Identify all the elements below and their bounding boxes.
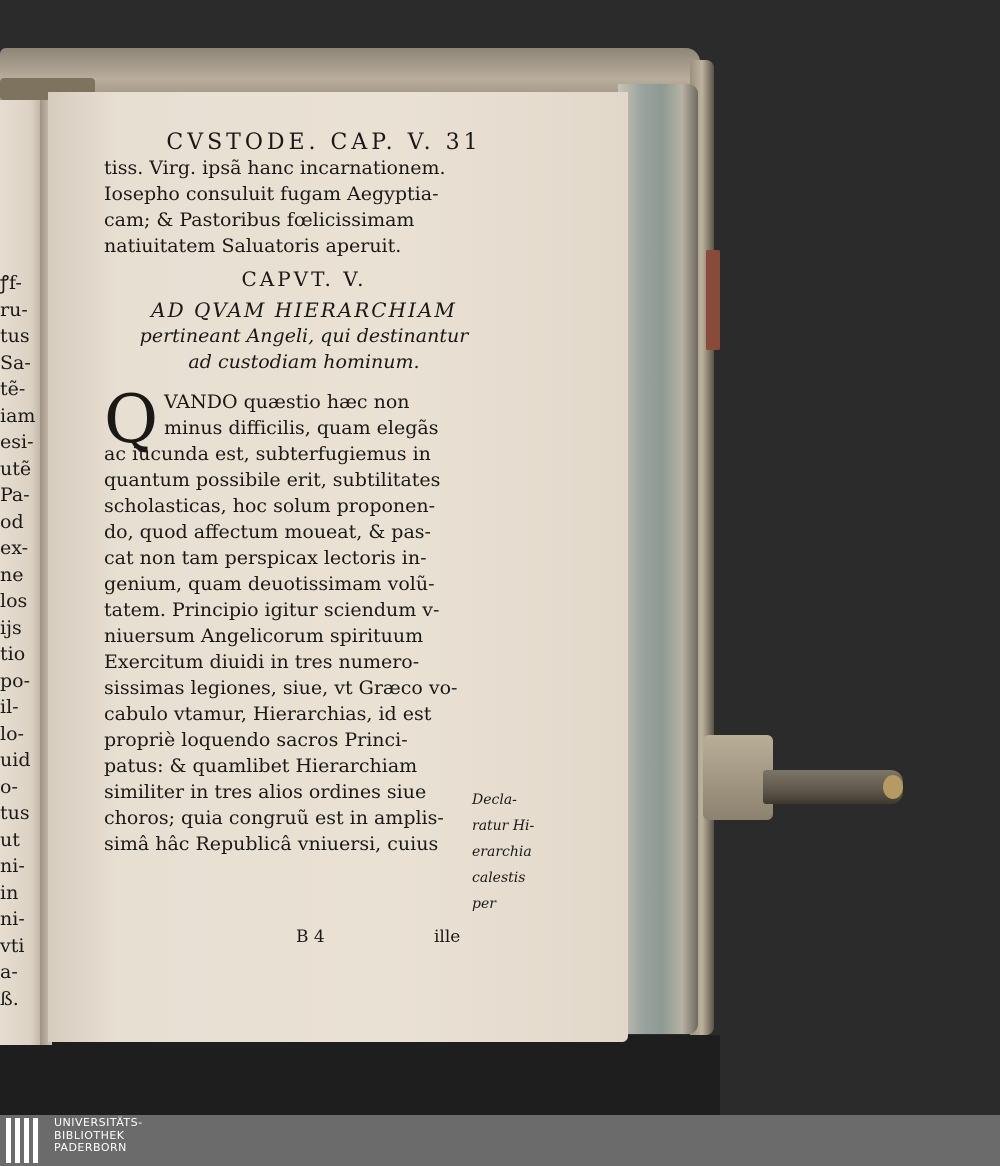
marginal-note-line: per <box>472 896 496 912</box>
left-page <box>0 100 44 1045</box>
text-line: cabulo vtamur, Hierarchias, id est <box>104 703 432 725</box>
left-page-line: ni- <box>0 908 25 930</box>
library-logo-text <box>54 1117 143 1155</box>
text-line: minus difficilis, quam elegãs <box>164 417 439 439</box>
text-line: Exercitum diuidi in tres numero- <box>104 651 420 673</box>
left-page-line: od <box>0 510 24 533</box>
text-line: niuersum Angelicorum spirituum <box>104 625 424 647</box>
right-page-text <box>104 130 504 857</box>
left-page-line: tio <box>0 643 26 665</box>
chapter-title <box>104 297 504 375</box>
text-line: cat non tam perspicax lectoris in- <box>104 547 427 569</box>
chapter-heading: CAPVT. V. <box>241 267 367 291</box>
page-block-edge <box>618 84 698 1034</box>
left-page-line: uid <box>0 749 31 771</box>
clasp-bar <box>763 770 903 804</box>
left-page-line: ne <box>0 563 24 586</box>
text-line: ac iucunda est, subterfugiemus in <box>104 443 431 465</box>
text-line: scholasticas, hoc solum proponen- <box>104 495 436 517</box>
left-page-line: esi- <box>0 431 34 453</box>
marginal-note <box>472 787 582 917</box>
text-line: tatem. Principio igitur sciendum v- <box>104 599 440 621</box>
text-line: VANDO quæstio hæc non <box>164 391 410 413</box>
left-page-line: lo- <box>0 722 24 745</box>
left-page-line: ß. <box>0 987 19 1010</box>
catchword: ille <box>434 927 461 947</box>
marginal-note-line: ratur Hi- <box>472 818 535 834</box>
left-page-line: ut <box>0 828 20 851</box>
left-page-line: a- <box>0 961 18 983</box>
text-line: similiter in tres alios ordines siue <box>104 781 427 803</box>
left-page-line: ex- <box>0 537 29 559</box>
left-page-line: los <box>0 590 28 612</box>
logo-line-2: BIBLIOTHEK <box>54 1128 125 1142</box>
clasp-pin <box>883 775 903 799</box>
left-page-line: tẽ- <box>0 378 26 400</box>
left-page-line: vti <box>0 934 25 957</box>
drop-capital: Q <box>104 381 159 458</box>
title-line: pertineant Angeli, qui destinantur <box>139 325 469 347</box>
left-page-line: Pa- <box>0 484 30 506</box>
logo-line-1: UNIVERSITÄTS- <box>54 1116 143 1129</box>
signature-mark: B 4 <box>296 927 325 947</box>
library-footer-bar <box>0 1115 1000 1166</box>
text-line: quantum possibile erit, subtilitates <box>104 469 441 491</box>
text-line: Iosepho consuluit fugam Aegyptia- <box>104 183 439 205</box>
marginal-note-line: erarchia <box>472 844 532 860</box>
left-page-line: iam <box>0 404 36 427</box>
left-page-line: il- <box>0 696 19 718</box>
left-page-text <box>0 270 44 1012</box>
marginal-note-line: Decla- <box>472 792 517 808</box>
text-line: tiss. Virg. ipsã hanc incarnationem. <box>104 157 446 179</box>
text-line: sissimas legiones, siue, vt Græco vo- <box>104 677 458 699</box>
text-line: choros; quia congruũ est in amplis- <box>104 807 444 829</box>
left-page-line: tus <box>0 802 30 824</box>
text-line: genium, quam deuotissimam volũ- <box>104 573 435 595</box>
running-header: CVSTODE. CAP. V. 31 <box>166 130 482 155</box>
text-line: natiuitatem Saluatoris aperuit. <box>104 235 402 257</box>
left-page-line: ni- <box>0 855 25 877</box>
left-page-line: in <box>0 881 19 904</box>
intro-paragraph <box>104 155 504 259</box>
bookmark-tab <box>706 250 720 350</box>
text-line: simâ hâc Republicâ vniuersi, cuius <box>104 833 439 855</box>
left-page-line: ijs <box>0 616 22 639</box>
title-line: ad custodiam hominum. <box>188 351 420 373</box>
text-line: cam; & Pastoribus fœlicissimam <box>104 209 415 231</box>
left-page-line: utẽ <box>0 457 32 480</box>
left-page-line: Sa- <box>0 351 31 374</box>
left-page-line: ꝭf- <box>0 272 22 294</box>
body-lines <box>104 381 504 857</box>
text-line: do, quod affectum moueat, & pas- <box>104 521 431 543</box>
logo-line-3: PADERBORN <box>54 1141 127 1154</box>
text-line: patus: & quamlibet Hierarchiam <box>104 755 418 777</box>
body-paragraph <box>104 381 504 857</box>
title-line: AD QVAM HIERARCHIAM <box>151 298 457 322</box>
left-page-line: o- <box>0 775 18 798</box>
left-page-line: tus <box>0 325 30 347</box>
book-clasp <box>703 735 903 830</box>
text-line: propriè loquendo sacros Princi- <box>104 729 408 751</box>
library-logo-icon <box>6 1118 46 1163</box>
marginal-note-line: calestis <box>472 870 526 886</box>
left-page-line: po- <box>0 669 31 692</box>
page-footer <box>296 927 496 947</box>
left-page-line: ru- <box>0 298 28 321</box>
table-shadow <box>0 1035 720 1115</box>
